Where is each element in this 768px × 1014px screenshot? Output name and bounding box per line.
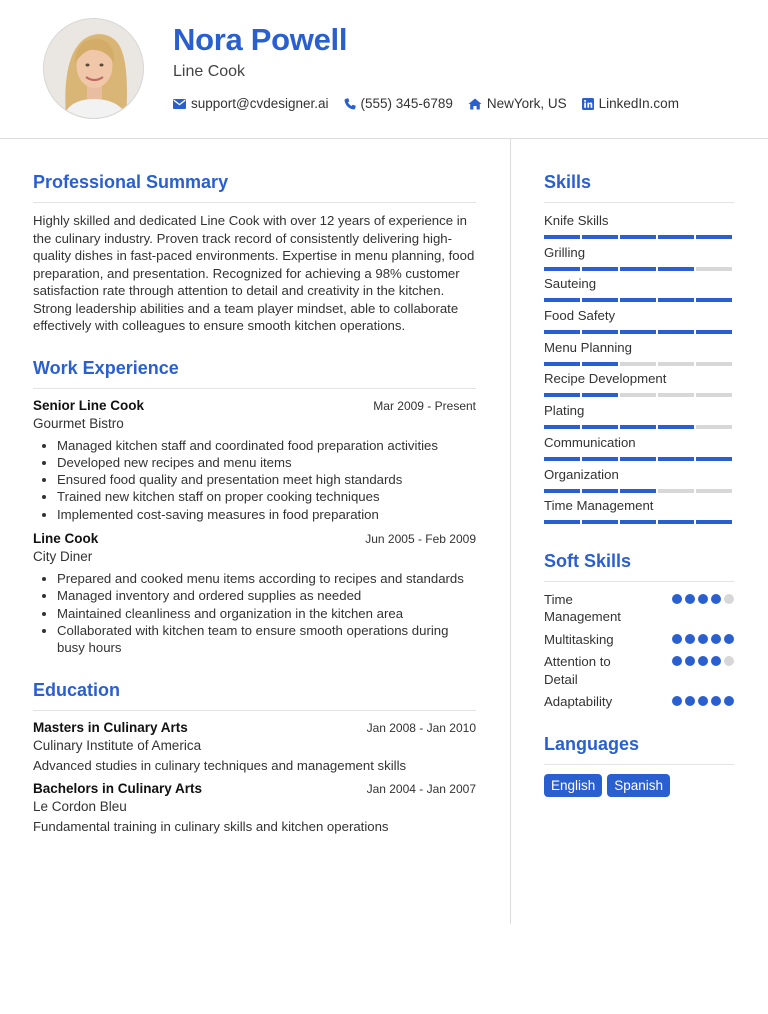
- skill-item: [544, 339, 734, 371]
- soft-skill-rating: [672, 634, 734, 644]
- profile-photo: [43, 18, 144, 119]
- rating-dot: [698, 696, 708, 706]
- skill-level-segment: [544, 393, 580, 397]
- skill-level-segment: [582, 457, 618, 461]
- skill-level-bar: [544, 298, 734, 302]
- languages-section: [544, 734, 734, 797]
- education-section: [33, 680, 476, 834]
- rating-dot: [685, 594, 695, 604]
- rating-dot: [698, 594, 708, 604]
- skill-name: Food Safety: [544, 308, 616, 324]
- skill-level-segment: [544, 457, 580, 461]
- rating-dot: [711, 634, 721, 644]
- skill-level-segment: [582, 235, 618, 239]
- skill-level-segment: [658, 235, 694, 239]
- phone-icon: [344, 98, 356, 110]
- skill-name: Plating: [544, 403, 585, 419]
- entry-header: [33, 781, 476, 796]
- job-bullets: [33, 437, 476, 523]
- skill-level-segment: [544, 235, 580, 239]
- skill-level-segment: [620, 489, 656, 493]
- skill-level-bar: [544, 393, 734, 397]
- soft-skills-section: [544, 551, 734, 711]
- soft-skill-name: Attention to Detail: [544, 654, 611, 687]
- experience-entry: [33, 531, 476, 656]
- skill-level-segment: [620, 267, 656, 271]
- skill-level-segment: [696, 267, 732, 271]
- job-bullet: • Implemented cost-saving measures in food preparation: [57, 506, 476, 523]
- skill-name: Grilling: [544, 244, 586, 260]
- skill-level-segment: [544, 520, 580, 524]
- skill-item: [544, 275, 734, 307]
- job-bullet: • Trained new kitchen staff on proper cooking techniques: [57, 488, 476, 505]
- skill-level-bar: [544, 362, 734, 366]
- rating-dot: [685, 656, 695, 666]
- skill-level-segment: [620, 393, 656, 397]
- skill-level-segment: [658, 267, 694, 271]
- skill-item: [544, 212, 734, 244]
- job-company: City Diner: [33, 548, 93, 564]
- skill-level-segment: [696, 457, 732, 461]
- contact-location: [468, 96, 567, 111]
- education-entry: [33, 720, 476, 773]
- skill-level-segment: [696, 393, 732, 397]
- entry-header: [33, 720, 476, 735]
- skill-name: Recipe Development: [544, 371, 667, 387]
- skill-item: [544, 307, 734, 339]
- skill-name: Communication: [544, 434, 636, 450]
- degree-name: Bachelors in Culinary Arts: [33, 781, 203, 797]
- rating-dot: [698, 656, 708, 666]
- skill-level-segment: [544, 425, 580, 429]
- skill-level-segment: [620, 330, 656, 334]
- job-bullet: • Maintained cleanliness and organization in the kitchen area: [57, 605, 476, 622]
- skill-level-segment: [582, 520, 618, 524]
- skill-level-segment: [582, 393, 618, 397]
- soft-skills-list: [544, 591, 734, 711]
- language-badge: Spanish: [607, 774, 670, 797]
- skill-level-segment: [696, 520, 732, 524]
- soft-skill-item: [544, 693, 734, 711]
- contact-linkedin[interactable]: [582, 96, 679, 111]
- contact-linkedin-text: LinkedIn.com: [598, 96, 679, 111]
- skill-level-segment: [658, 298, 694, 302]
- skill-level-segment: [696, 425, 732, 429]
- soft-skill-rating: [672, 656, 734, 666]
- skill-level-bar: [544, 425, 734, 429]
- contact-email[interactable]: [173, 96, 329, 111]
- job-title: Line Cook: [173, 63, 246, 80]
- soft-skill-rating: [672, 696, 734, 706]
- soft-skill-item: [544, 591, 734, 626]
- skills-list: [544, 212, 734, 529]
- job-role: Senior Line Cook: [33, 397, 145, 413]
- languages-heading: Languages: [544, 734, 734, 765]
- skill-level-bar: [544, 489, 734, 493]
- column-divider: [510, 139, 511, 924]
- rating-dot: [724, 594, 734, 604]
- skill-name: Menu Planning: [544, 339, 632, 355]
- skill-name: Knife Skills: [544, 213, 609, 228]
- skill-level-segment: [658, 362, 694, 366]
- soft-skill-name: Time Management: [544, 591, 621, 625]
- soft-skill-name: Multitasking: [544, 631, 614, 647]
- job-company: Gourmet Bistro: [33, 415, 124, 431]
- skill-level-segment: [620, 457, 656, 461]
- languages-list: [544, 774, 734, 797]
- skill-level-segment: [696, 362, 732, 366]
- contact-phone[interactable]: [344, 96, 453, 111]
- school-name: Le Cordon Bleu: [33, 799, 127, 815]
- job-date: Mar 2009 - Present: [373, 398, 476, 413]
- contact-phone-text: (555) 345-6789: [360, 96, 453, 111]
- degree-description: Advanced studies in culinary techniques and management skills: [33, 758, 407, 774]
- degree-date: Jan 2008 - Jan 2010: [366, 721, 476, 736]
- skill-level-segment: [582, 330, 618, 334]
- skill-level-segment: [544, 330, 580, 334]
- job-date: Jun 2005 - Feb 2009: [365, 531, 476, 546]
- summary-section: [33, 172, 476, 335]
- skill-level-segment: [544, 267, 580, 271]
- skill-name: Organization: [544, 466, 619, 482]
- skill-item: [544, 466, 734, 498]
- school-name: Culinary Institute of America: [33, 738, 202, 754]
- job-bullet: • Collaborated with kitchen team to ensure smooth operations during busy hours: [57, 622, 476, 657]
- skill-level-segment: [696, 298, 732, 302]
- skill-level-segment: [658, 393, 694, 397]
- skill-level-segment: [544, 489, 580, 493]
- skill-level-segment: [544, 298, 580, 302]
- rating-dot: [672, 696, 682, 706]
- rating-dot: [672, 656, 682, 666]
- soft-skill-name: Adaptability: [544, 694, 613, 710]
- skill-level-segment: [658, 425, 694, 429]
- rating-dot: [672, 634, 682, 644]
- rating-dot: [685, 696, 695, 706]
- soft-skill-item: [544, 653, 734, 688]
- rating-dot: [711, 656, 721, 666]
- entry-header: [33, 398, 476, 413]
- rating-dot: [711, 696, 721, 706]
- skill-item: [544, 244, 734, 276]
- experience-section: [33, 358, 476, 657]
- contact-bar: [173, 96, 694, 111]
- rating-dot: [685, 634, 695, 644]
- soft-skills-heading: Soft Skills: [544, 551, 734, 582]
- education-heading: Education: [33, 680, 476, 711]
- profile-photo-image: [44, 19, 144, 119]
- envelope-icon: [173, 99, 186, 109]
- home-icon: [468, 98, 482, 110]
- skill-item: [544, 402, 734, 434]
- rating-dot: [698, 634, 708, 644]
- skill-level-segment: [582, 298, 618, 302]
- skill-name: Sauteing: [544, 276, 597, 292]
- candidate-name: Nora Powell: [173, 22, 348, 57]
- rating-dot: [672, 594, 682, 604]
- skills-heading: Skills: [544, 172, 734, 203]
- skill-level-segment: [658, 330, 694, 334]
- skill-level-segment: [620, 298, 656, 302]
- job-bullets: [33, 570, 476, 656]
- skill-level-segment: [696, 235, 732, 239]
- skill-level-bar: [544, 330, 734, 334]
- entry-header: [33, 531, 476, 546]
- skill-name: Time Management: [544, 498, 654, 514]
- rating-dot: [724, 634, 734, 644]
- skill-level-segment: [582, 362, 618, 366]
- language-badge: English: [544, 774, 602, 797]
- linkedin-icon: [582, 98, 594, 110]
- skill-level-segment: [658, 457, 694, 461]
- rating-dot: [724, 656, 734, 666]
- job-bullet: • Ensured food quality and presentation meet high standards: [57, 471, 476, 488]
- degree-date: Jan 2004 - Jan 2007: [366, 782, 476, 797]
- degree-name: Masters in Culinary Arts: [33, 720, 188, 736]
- rating-dot: [724, 696, 734, 706]
- skill-level-segment: [658, 520, 694, 524]
- skill-level-segment: [658, 489, 694, 493]
- job-bullet: • Managed kitchen staff and coordinated food preparation activities: [57, 437, 476, 454]
- soft-skill-rating: [672, 594, 734, 604]
- education-entry: [33, 781, 476, 834]
- job-bullet: • Managed inventory and ordered supplies as needed: [57, 587, 476, 604]
- soft-skill-item: [544, 631, 734, 649]
- skill-item: [544, 434, 734, 466]
- skill-level-bar: [544, 520, 734, 524]
- skill-level-segment: [620, 425, 656, 429]
- skill-item: [544, 370, 734, 402]
- summary-heading: Professional Summary: [33, 172, 476, 203]
- skill-level-segment: [620, 362, 656, 366]
- contact-location-text: NewYork, US: [486, 96, 567, 111]
- job-bullet: • Prepared and cooked menu items according to recipes and standards: [57, 570, 476, 587]
- skill-level-bar: [544, 457, 734, 461]
- skill-level-segment: [620, 520, 656, 524]
- experience-entry: [33, 398, 476, 523]
- skill-level-segment: [544, 362, 580, 366]
- skill-level-segment: [582, 425, 618, 429]
- skill-level-bar: [544, 235, 734, 239]
- skill-level-segment: [582, 267, 618, 271]
- rating-dot: [711, 594, 721, 604]
- skill-level-segment: [696, 330, 732, 334]
- summary-text: Highly skilled and dedicated Line Cook with over 12 years of experience in the culinary industry. Proven track record of consistently delivering high-quality dishes in fast-paced environments. Expertise in menu planning, food preparation, and presentation. Recognized for achieving a 98% customer satisfaction rate through attention to detail and creativity in the kitchen. Strong leadership abilities and a team player mindset, able to collaborate effectively with colleagues to ensure smooth kitchen operations.: [33, 213, 475, 333]
- experience-heading: Work Experience: [33, 358, 476, 389]
- skills-section: [544, 172, 734, 529]
- job-bullet: • Developed new recipes and menu items: [57, 454, 476, 471]
- job-role: Line Cook: [33, 530, 99, 546]
- skill-level-bar: [544, 267, 734, 271]
- resume-header: [0, 0, 768, 139]
- skill-level-segment: [620, 235, 656, 239]
- contact-email-text: support@cvdesigner.ai: [191, 96, 329, 111]
- main-column: [33, 172, 476, 834]
- skill-item: [544, 497, 734, 529]
- skill-level-segment: [696, 489, 732, 493]
- sidebar-column: [544, 172, 734, 797]
- skill-level-segment: [582, 489, 618, 493]
- degree-description: Fundamental training in culinary skills and kitchen operations: [33, 819, 389, 835]
